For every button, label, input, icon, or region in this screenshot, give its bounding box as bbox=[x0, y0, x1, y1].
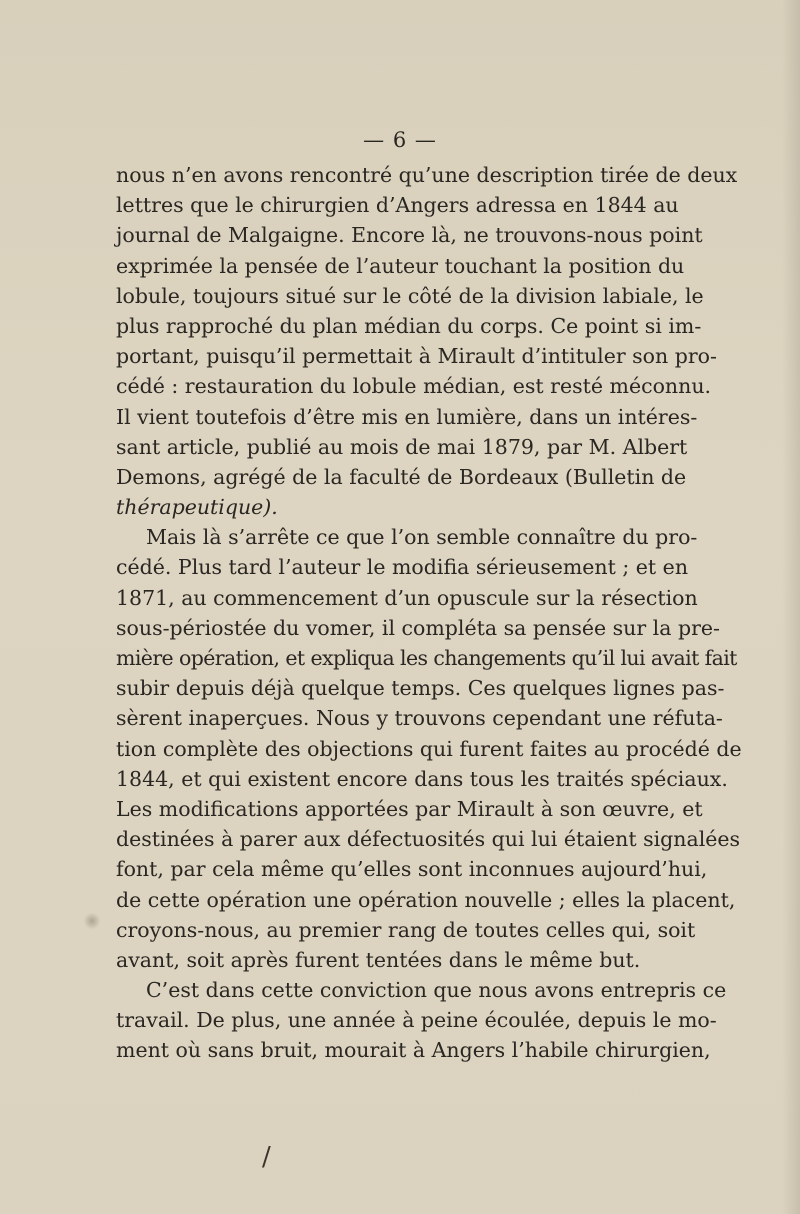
text-line: de cette opération une opération nouvelle ; elles la placent, bbox=[116, 887, 736, 912]
body-text bbox=[116, 160, 742, 1066]
text-line: Les modifications apportées par Mirault à son œuvre, et bbox=[116, 796, 703, 821]
text-line: Mais là s’arrête ce que l’on semble connaître du pro- bbox=[146, 525, 698, 550]
text-line: ment où sans bruit, mourait à Angers l’habile chirurgien, bbox=[116, 1038, 711, 1063]
text-line: 1871, au commencement d’un opuscule sur la résection bbox=[116, 585, 698, 610]
text-line: Demons, agrégé de la faculté de Bordeaux (Bulletin de bbox=[116, 464, 687, 489]
text-line: portant, puisqu’il permettait à Mirault d’intituler son pro- bbox=[116, 344, 717, 369]
text-line: C’est dans cette conviction que nous avons entrepris ce bbox=[146, 978, 727, 1003]
text-line: plus rapproché du plan médian du corps. Ce point si im- bbox=[116, 313, 702, 338]
text-line: subir depuis déjà quelque temps. Ces quelques lignes pas- bbox=[116, 676, 725, 701]
text-line: sant article, publié au mois de mai 1879, par M. Albert bbox=[116, 434, 688, 459]
text-line: 1844, et qui existent encore dans tous les traités spéciaux. bbox=[116, 766, 728, 791]
page-number: — 6 — bbox=[363, 128, 437, 152]
text-line: lobule, toujours situé sur le côté de la division labiale, le bbox=[116, 283, 704, 308]
pen-mark: / bbox=[262, 1142, 271, 1172]
text-line: nous n’en avons rencontré qu’une description tirée de deux bbox=[116, 163, 738, 187]
text-line: sèrent inaperçues. Nous y trouvons cependant une réfuta- bbox=[116, 706, 723, 731]
text-line: croyons-nous, au premier rang de toutes celles qui, soit bbox=[116, 917, 696, 942]
text-line: exprimée la pensée de l’auteur touchant la position du bbox=[116, 253, 685, 278]
text-line: sous-périostée du vomer, il compléta sa pensée sur la pre- bbox=[116, 615, 720, 640]
text-line: lettres que le chirurgien d’Angers adressa en 1844 au bbox=[116, 193, 679, 218]
text-line: travail. De plus, une année à peine écoulée, depuis le mo- bbox=[116, 1008, 717, 1033]
page-edge-shadow bbox=[782, 0, 800, 1214]
text-line: font, par cela même qu’elles sont inconnues aujourd’hui, bbox=[116, 857, 708, 882]
text-line: Il vient toutefois d’être mis en lumière, dans un intéres- bbox=[116, 404, 698, 429]
ink-smudge bbox=[84, 912, 100, 930]
text-line: mière opération, et expliqua les changements qu’il lui avait fait bbox=[116, 646, 737, 670]
text-line: cédé. Plus tard l’auteur le modifia sérieusement ; et en bbox=[116, 555, 689, 580]
text-line: journal de Malgaigne. Encore là, ne trouvons-nous point bbox=[116, 223, 703, 248]
text-line: avant, soit après furent tentées dans le même but. bbox=[116, 947, 641, 972]
text-line: destinées à parer aux défectuosités qui lui étaient signalées bbox=[116, 827, 741, 852]
text-line: tion complète des objections qui furent faites au procédé de bbox=[116, 736, 742, 761]
text-line: thérapeutique). bbox=[116, 495, 278, 520]
text-line: cédé : restauration du lobule médian, est resté méconnu. bbox=[116, 374, 712, 399]
